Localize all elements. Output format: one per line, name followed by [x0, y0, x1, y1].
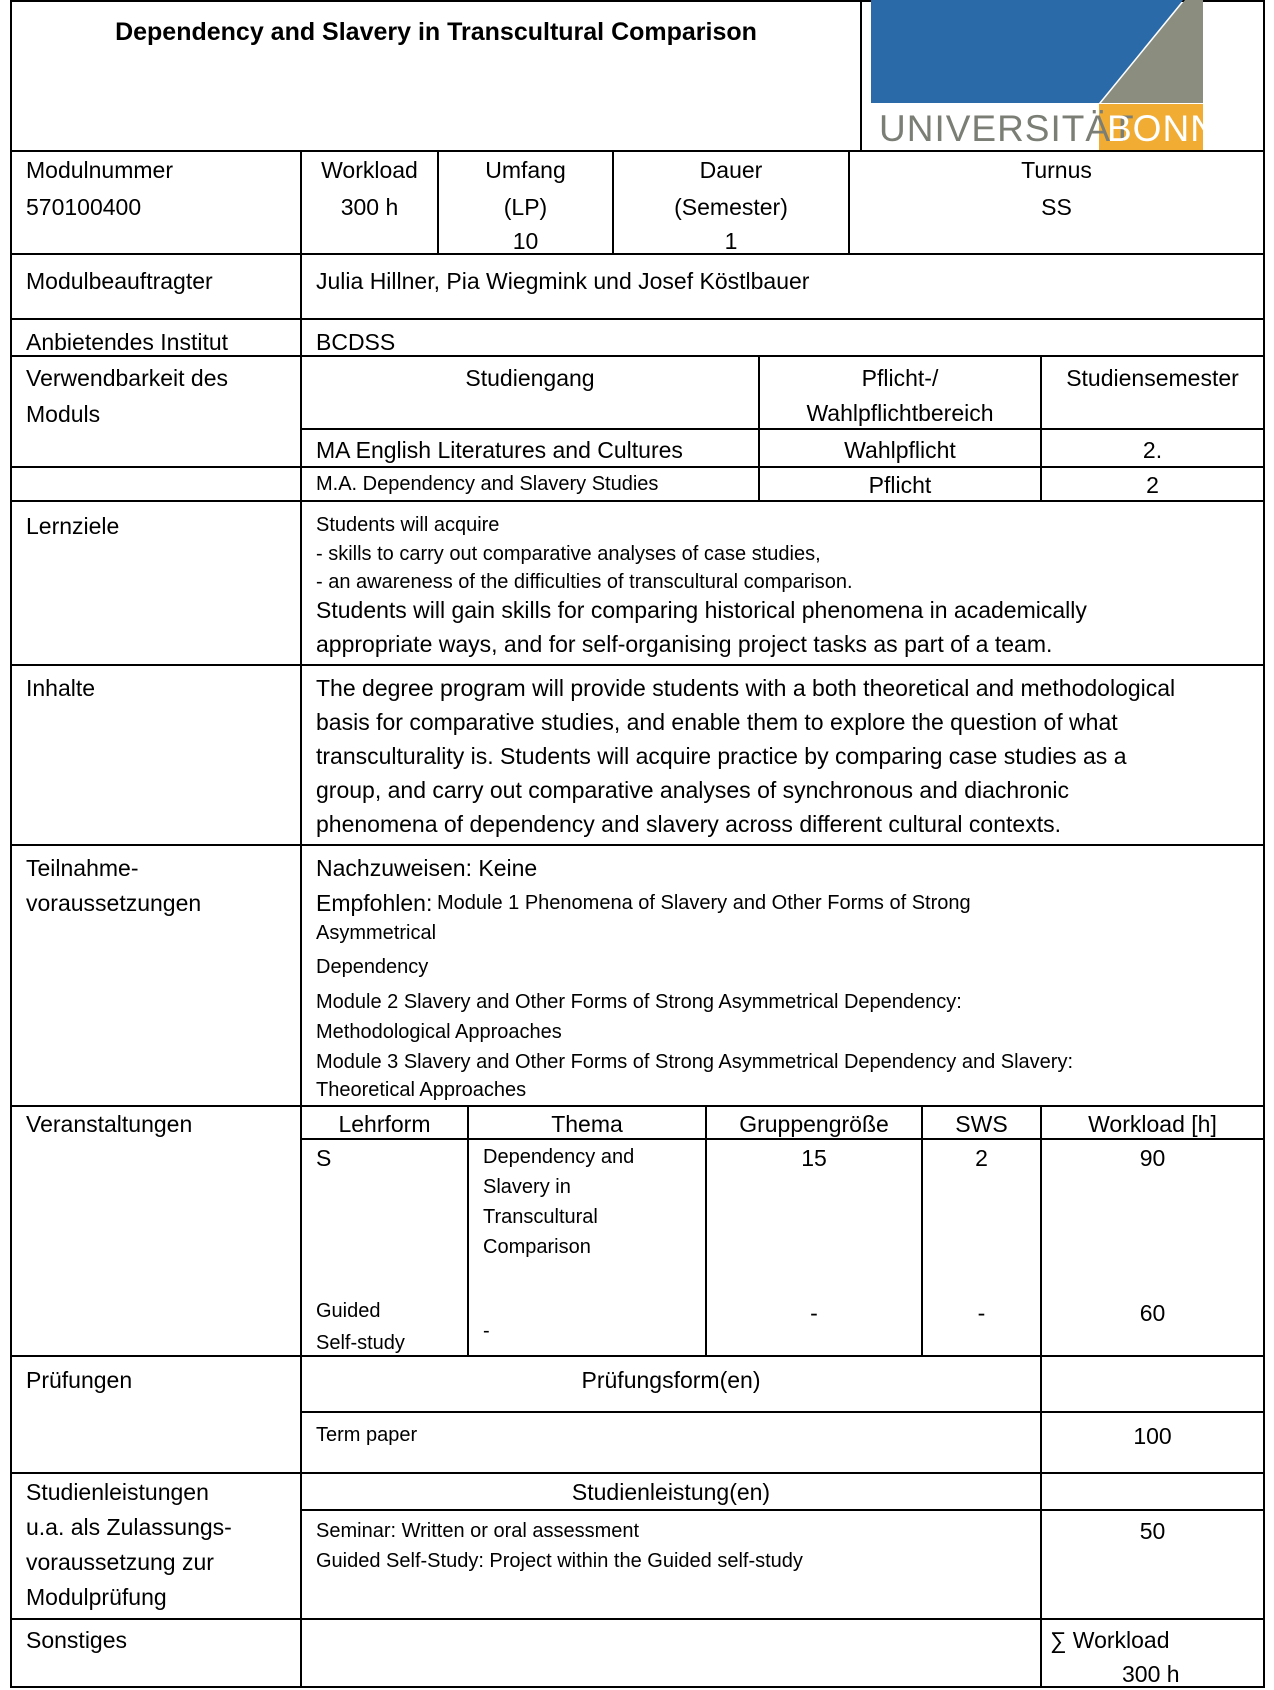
row-line-pruef-header — [300, 1411, 1265, 1413]
teilnahme-line: Asymmetrical — [316, 922, 437, 944]
studienleistung-line: Guided Self-Study: Project within the Guided self-study — [316, 1550, 803, 1572]
studienleistungen-label-line: voraussetzung zur — [26, 1549, 214, 1575]
border-bottom — [10, 1686, 1265, 1688]
border-left — [10, 0, 12, 1688]
umfang-value: 10 — [512, 228, 539, 254]
veranst-row2-thema: - — [483, 1320, 490, 1342]
pruefung-value: 100 — [1133, 1423, 1172, 1449]
row-line-pruefungen — [10, 1472, 1265, 1474]
modulnummer-value: 570100400 — [26, 194, 142, 220]
verw-row1-studiengang: MA English Literatures and Cultures — [316, 437, 683, 463]
module-title: Dependency and Slavery in Transcultural Comparison — [115, 18, 757, 46]
lernziele-line: - skills to carry out comparative analyses of case studies, — [316, 543, 821, 565]
umfang-label: Umfang — [485, 157, 566, 183]
inhalte-label: Inhalte — [26, 675, 96, 701]
studienleistung-value: 50 — [1139, 1518, 1166, 1544]
svg-text:UNIVERSITÄT: UNIVERSITÄT — [879, 108, 1135, 149]
teilnahme-label-line1: Teilnahme- — [26, 855, 139, 881]
svg-text:BONN: BONN — [1107, 108, 1218, 149]
veranst-row1-workload: 90 — [1139, 1145, 1166, 1171]
col-sws: SWS — [955, 1111, 1008, 1137]
veranst-row2-sws: - — [977, 1300, 986, 1326]
verw-row1-semester: 2. — [1142, 437, 1163, 463]
col-thema: Thema — [551, 1111, 623, 1137]
row-line-lernziele — [10, 664, 1265, 666]
dauer-value: 1 — [724, 228, 738, 254]
row-line-header — [10, 150, 1265, 152]
border-right — [1263, 0, 1265, 1688]
workload-value: 300 h — [340, 194, 399, 220]
teilnahme-empfohlen-line1: Module 1 Phenomena of Slavery and Other Forms of Strong — [437, 892, 971, 914]
institut-label: Anbietendes Institut — [26, 329, 229, 355]
row-line-inhalte — [10, 844, 1265, 846]
teilnahme-line: Dependency — [316, 956, 429, 978]
veranst-row2-workload: 60 — [1139, 1300, 1166, 1326]
studienleistungen-label-line: u.a. als Zulassungs- — [26, 1514, 232, 1540]
studienleistungen-label-line: Modulprüfung — [26, 1584, 167, 1610]
verwendbarkeit-label-line1: Verwendbarkeit des — [26, 365, 229, 391]
row-line-beauftragter — [10, 318, 1265, 320]
dauer-unit: (Semester) — [674, 194, 788, 220]
veranst-row1-thema-line: Comparison — [483, 1236, 591, 1258]
teilnahme-empfohlen-label: Empfohlen: — [316, 890, 433, 916]
col-pflicht-line1: Pflicht-/ — [861, 365, 939, 391]
header-logo-divider — [860, 0, 862, 151]
col-pflicht-line2: Wahlpflichtbereich — [806, 400, 994, 426]
workload-label: Workload — [321, 157, 418, 183]
inhalte-line: The degree program will provide students with a both theoretical and methodological — [316, 675, 1176, 701]
lernziele-line: Students will gain skills for comparing historical phenomena in academically — [316, 597, 1087, 623]
institut-value: BCDSS — [316, 329, 396, 355]
lernziele-line: - an awareness of the difficulties of transcultural comparison. — [316, 571, 853, 593]
university-logo — [871, 0, 1218, 150]
inhalte-line: transculturality is. Students will acquire practice by comparing case studies as a — [316, 743, 1127, 769]
dauer-label: Dauer — [699, 157, 763, 183]
veranst-row2-lehrform-line: Guided — [316, 1300, 381, 1322]
inhalte-line: basis for comparative studies, and enable them to explore the question of what — [316, 709, 1118, 735]
total-workload-label: ∑ Workload — [1050, 1627, 1170, 1653]
studienleistung-header: Studienleistung(en) — [571, 1479, 771, 1505]
verw-row2-semester: 2 — [1146, 472, 1159, 498]
pruefungen-label: Prüfungen — [26, 1367, 133, 1393]
row-line-teilnahme — [10, 1105, 1265, 1107]
inhalte-line: phenomena of dependency and slavery across different cultural contexts. — [316, 811, 1061, 837]
teilnahme-label-line2: voraussetzungen — [26, 890, 202, 916]
pruefung-item: Term paper — [316, 1424, 418, 1446]
col-studiengang: Studiengang — [465, 365, 595, 391]
university-logo-graphic — [871, 0, 1218, 150]
veranst-row1-thema-line: Slavery in — [483, 1176, 571, 1198]
studienleistung-line: Seminar: Written or oral assessment — [316, 1520, 640, 1542]
veranst-row1-thema-line: Dependency and — [483, 1146, 635, 1168]
beauftragter-value: Julia Hillner, Pia Wiegmink und Josef Köstlbauer — [316, 268, 810, 294]
studienleistungen-label-line: Studienleistungen — [26, 1479, 209, 1505]
col-gruppengroesse: Gruppengröße — [739, 1111, 889, 1137]
veranst-row2-lehrform-line: Self-study — [316, 1332, 405, 1354]
row-line-verw-1 — [10, 466, 1265, 468]
modulnummer-label: Modulnummer — [26, 157, 173, 183]
turnus-label: Turnus — [1021, 157, 1092, 183]
veranst-row2-gruppe: - — [810, 1300, 818, 1326]
total-workload-value: 300 h — [1122, 1661, 1180, 1687]
veranst-row1-lehrform: S — [316, 1145, 332, 1171]
col-workload: Workload [h] — [1088, 1111, 1217, 1137]
turnus-value: SS — [1041, 194, 1072, 220]
verwendbarkeit-label-line2: Moduls — [26, 401, 101, 427]
veranst-row1-thema-line: Transcultural — [483, 1206, 598, 1228]
sonstiges-label: Sonstiges — [26, 1627, 128, 1653]
teilnahme-line: Theoretical Approaches — [316, 1079, 527, 1101]
col-lehrform: Lehrform — [338, 1111, 431, 1137]
teilnahme-line: Module 3 Slavery and Other Forms of Strong Asymmetrical Dependency and Slavery: — [316, 1051, 1074, 1073]
row-line-stud-header — [300, 1509, 1265, 1511]
beauftragter-label: Modulbeauftragter — [26, 268, 213, 294]
row-line-studienleistungen — [10, 1618, 1265, 1620]
veranst-row1-sws: 2 — [975, 1145, 988, 1171]
pruefungsform-header: Prüfungsform(en) — [581, 1367, 761, 1393]
verw-row2-studiengang: M.A. Dependency and Slavery Studies — [316, 473, 659, 495]
lernziele-label: Lernziele — [26, 513, 120, 539]
lernziele-line: appropriate ways, and for self-organising project tasks as part of a team. — [316, 631, 1053, 657]
verw-row1-pflicht: Wahlpflicht — [844, 437, 956, 463]
umfang-unit: (LP) — [503, 194, 548, 220]
veranst-divider-1 — [467, 1105, 469, 1356]
inhalte-line: group, and carry out comparative analyses of synchronous and diachronic — [316, 777, 1070, 803]
col-studiensemester: Studiensemester — [1066, 365, 1239, 391]
verw-row2-pflicht: Pflicht — [868, 472, 932, 498]
veranst-row1-gruppe: 15 — [801, 1145, 827, 1171]
lernziele-line: Students will acquire — [316, 514, 500, 536]
teilnahme-line: Methodological Approaches — [316, 1021, 562, 1043]
veranstaltungen-label: Veranstaltungen — [26, 1111, 193, 1137]
teilnahme-nachzuweisen: Nachzuweisen: Keine — [316, 855, 538, 881]
teilnahme-line: Module 2 Slavery and Other Forms of Strong Asymmetrical Dependency: — [316, 991, 962, 1013]
row-line-veranstaltungen — [10, 1355, 1265, 1357]
